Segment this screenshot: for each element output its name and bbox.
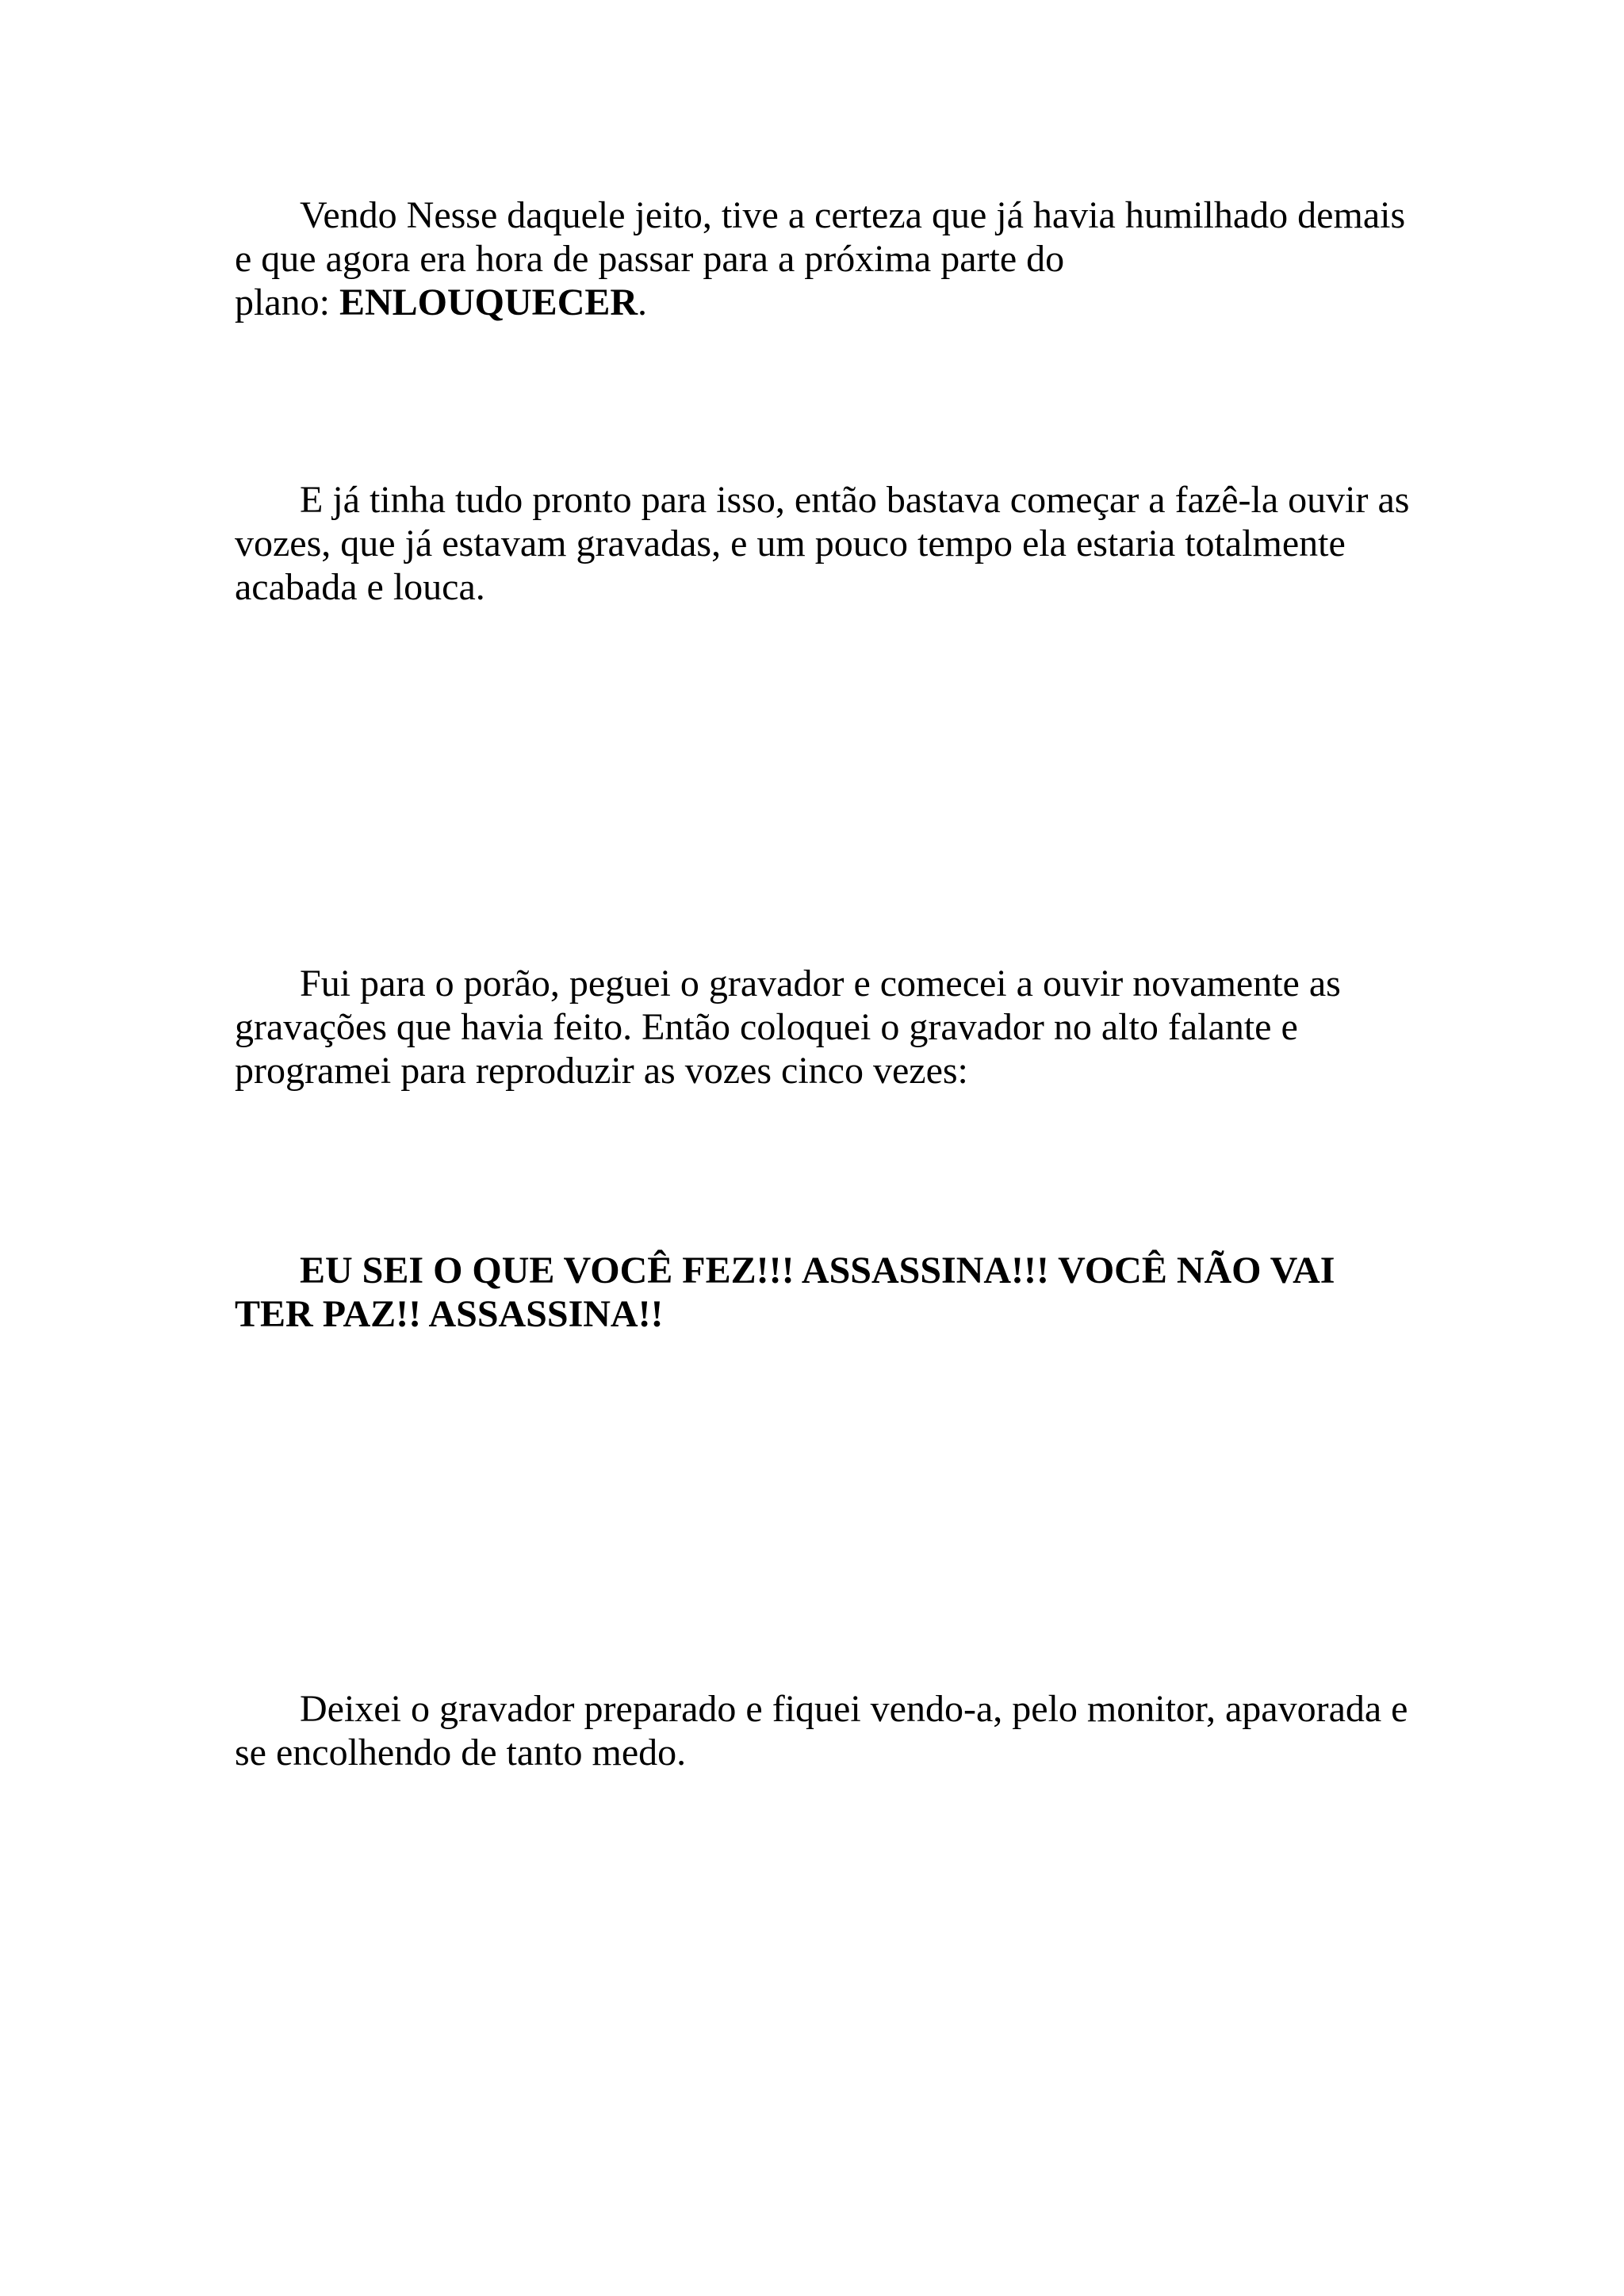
paragraph-3 bbox=[235, 962, 1408, 1093]
paragraph-4-line-1: EU SEI O QUE VOCÊ FEZ!!! ASSASSINA!!! VOCÊ NÃO VAI bbox=[300, 1249, 1335, 1292]
paragraph-2-line-2: vozes, que já estavam gravadas, e um pouco tempo ela estaria totalmente bbox=[235, 522, 1346, 564]
paragraph-2-line-1: E já tinha tudo pronto para isso, então bastava começar a fazê-la ouvir as bbox=[300, 479, 1410, 521]
paragraph-3-line-1: Fui para o porão, peguei o gravador e comecei a ouvir novamente as bbox=[300, 962, 1341, 1004]
paragraph-4-recorded-voices bbox=[235, 1249, 1408, 1336]
paragraph-5-line-1: Deixei o gravador preparado e fiquei vendo-a, pelo monitor, apavorada e bbox=[300, 1688, 1408, 1730]
paragraph-1 bbox=[235, 193, 1408, 324]
paragraph-1-line-1: Vendo Nesse daquele jeito, tive a certeza que já havia humilhado demais bbox=[300, 194, 1406, 236]
emphasis-enlouquecer: ENLOUQUECER bbox=[339, 281, 638, 323]
paragraph-1-line-3-suffix: . bbox=[638, 281, 648, 323]
paragraph-2-line-3: acabada e louca. bbox=[235, 566, 485, 608]
paragraph-3-line-2: gravações que havia feito. Então coloquei o gravador no alto falante e bbox=[235, 1006, 1298, 1048]
paragraph-3-line-3: programei para reproduzir as vozes cinco vezes: bbox=[235, 1050, 968, 1092]
paragraph-2 bbox=[235, 478, 1408, 609]
paragraph-5-line-2: se encolhendo de tanto medo. bbox=[235, 1732, 687, 1774]
paragraph-1-line-3 bbox=[235, 281, 1408, 324]
paragraph-1-line-2: e que agora era hora de passar para a próxima parte do bbox=[235, 238, 1065, 280]
paragraph-1-line-3-prefix: plano: bbox=[235, 281, 339, 323]
paragraph-4-line-2: TER PAZ!! ASSASSINA!! bbox=[235, 1293, 664, 1335]
paragraph-5 bbox=[235, 1687, 1408, 1774]
